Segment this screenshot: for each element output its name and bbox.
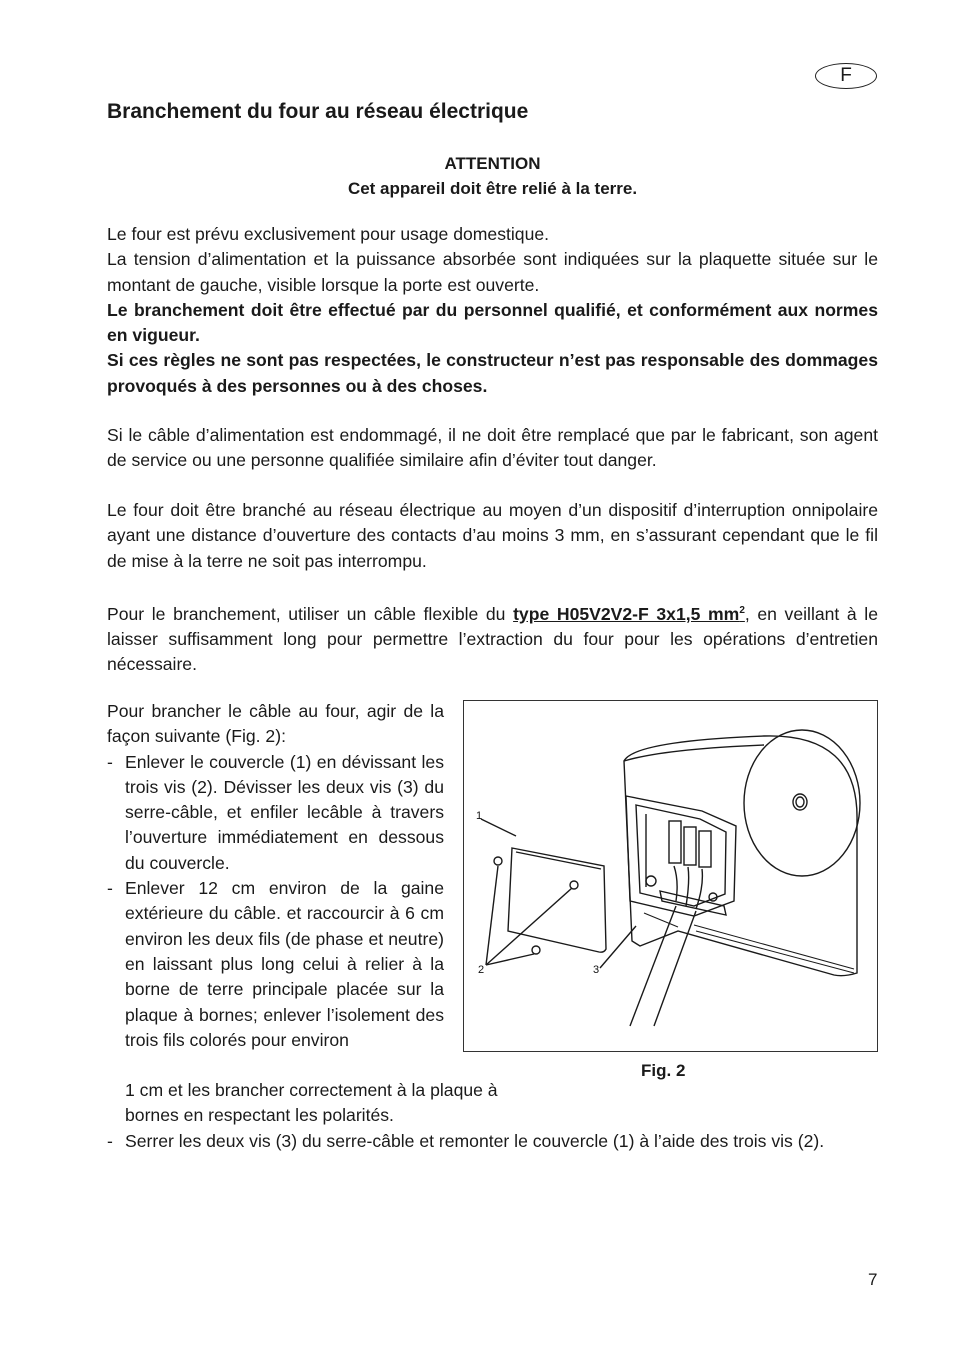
page-title: Branchement du four au réseau électrique — [107, 100, 529, 123]
figure-frame — [463, 700, 878, 1052]
procedure-step-2-continuation: 1 cm et les brancher correctement à la plaque à bornes en respectant les polarités. — [125, 1080, 498, 1126]
language-badge: F — [815, 63, 877, 89]
page-number: 7 — [868, 1270, 878, 1289]
callout-label-1: 1 — [476, 810, 483, 822]
step-3-text: Serrer les deux vis (3) du serre-câble et remonter le couvercle (1) à l’aide des trois vis (2). — [125, 1131, 825, 1151]
intro-section — [107, 222, 878, 399]
step-dash: - — [107, 878, 113, 899]
figure-caption: Fig. 2 — [641, 1061, 686, 1080]
procedure-intro: Pour brancher le câble au four, agir de la façon suivante (Fig. 2): — [107, 701, 444, 747]
procedure-step-1 — [107, 750, 444, 876]
cable-type-spec-text: type H05V2V2-F 3x1,5 mm — [513, 603, 740, 624]
attention-subtitle: Cet appareil doit être relié à la terre. — [347, 179, 638, 198]
intro-line-2: La tension d’alimentation et la puissance absorbée sont indiquées sur la plaquette située sur le montant de gauche, visible lorsque la porte est ouverte. — [107, 249, 878, 295]
procedure-column — [107, 699, 444, 1053]
cable-type-after: , en veillant à le laisser suffisamment long pour permettre l’extraction du four pour les opérations d’entretien nécessaire. — [107, 603, 878, 675]
oven-wiring-illustration — [464, 701, 877, 1051]
intro-warning-liability: Si ces règles ne sont pas respectées, le constructeur n’est pas responsable des dommages provoqués à des personnes ou à des choses. — [107, 350, 878, 396]
intro-warning-qualified: Le branchement doit être effectué par du personnel qualifié, et conformément aux normes en vigueur. — [107, 299, 878, 346]
step-dash: - — [107, 1131, 113, 1151]
procedure-step-2 — [107, 876, 444, 1053]
cable-type-before: Pour le branchement, utiliser un câble flexible du — [107, 603, 514, 624]
intro-line-1: Le four est prévu exclusivement pour usage domestique. — [107, 224, 550, 244]
step-2-text: Enlever 12 cm environ de la gaine extérieure du câble. et raccourcir à 6 cm environ les deux fils (de phase et neutre) en laissant plus long celui à relier à la borne de terre principale placée sur la plaque à bornes; enlever l’isolement des trois fils colorés pour environ — [125, 878, 444, 1050]
omnipolar-paragraph: Le four doit être branché au réseau électrique au moyen d’un dispositif d’interruption onnipolaire ayant une distance d’ouverture des contacts d’au moins 3 mm, en s’assurant cependant que le fil de mise à la terre ne soit pas interrompu. — [107, 500, 878, 571]
callout-label-2: 2 — [478, 964, 485, 976]
step-dash: - — [107, 751, 113, 772]
attention-block — [107, 151, 878, 201]
cable-type-paragraph — [107, 598, 878, 678]
cable-damage-paragraph: Si le câble d’alimentation est endommagé, il ne doit être remplacé que par le fabricant, son agent de service ou une personne qualifiée similaire afin d’éviter tout danger. — [107, 425, 878, 471]
cable-type-superscript: 2 — [739, 605, 745, 616]
cable-type-spec — [513, 604, 745, 624]
procedure-step-3 — [107, 1129, 896, 1154]
step-1-text: Enlever le couvercle (1) en dévissant les trois vis (2). Dévisser les deux vis (3) du serre-câble, et enfiler lecâble à travers l’ouverture immédiatement en dessous du couvercle. — [125, 751, 444, 873]
callout-label-3: 3 — [593, 964, 600, 976]
attention-heading: ATTENTION — [444, 154, 541, 173]
